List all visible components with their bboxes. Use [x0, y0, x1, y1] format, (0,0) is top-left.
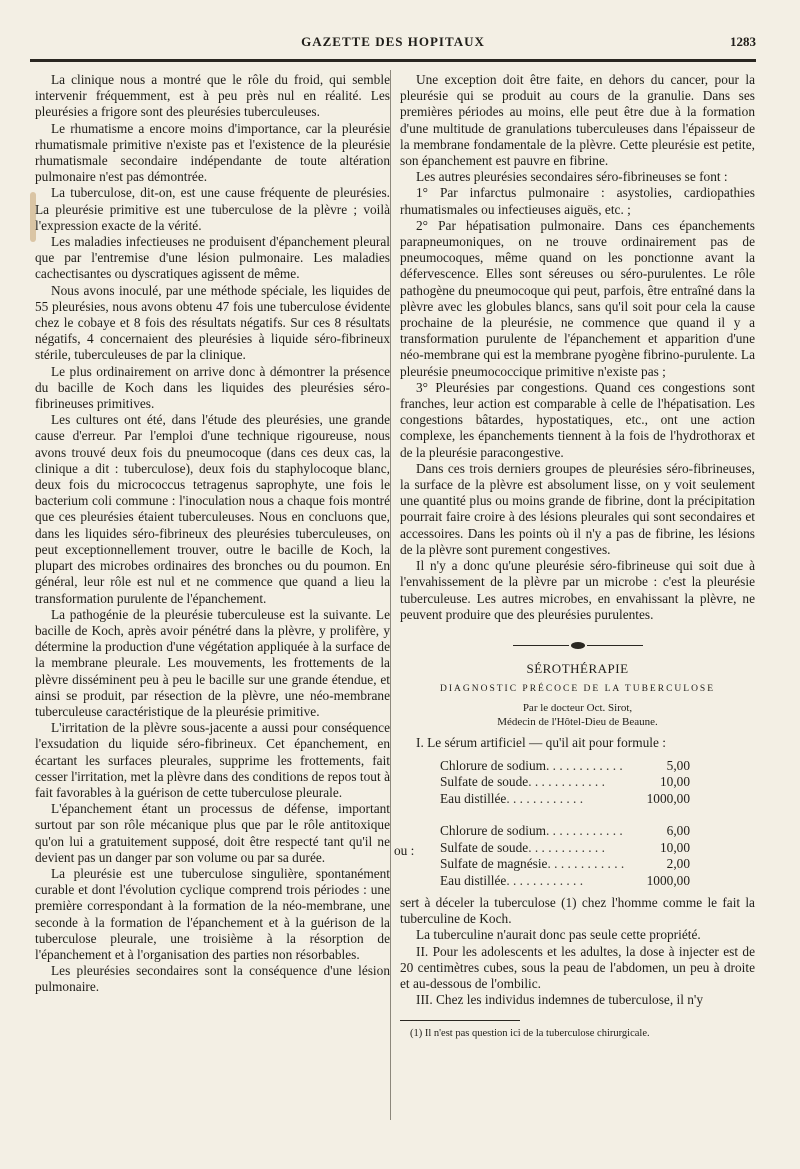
ingredient-name: Chlorure de sodium	[440, 757, 546, 773]
paragraph: Il n'y a donc qu'une pleurésie séro-fibrineuse qui soit due à l'envahissement de la plèvre par un microbe : c'est la pleurésie tuberculeuse. Les autres microbes, en envahissant la plèvre, ne peuvent produire que des pleurésies purulentes.	[400, 558, 755, 622]
paragraph: Dans ces trois derniers groupes de pleurésies séro-fibrineuses, la surface de la plèvre est absolument lisse, on y voit seulement une quantité plus ou moins grande de fibrine, dont la précipitation pourrait faire croire à des lésions pleurales qui sont secondaires et accessoires. Dans les points où il n'y a pas de fibrine, les lésions de la plèvre sont purement congestives.	[400, 460, 755, 557]
paragraph: sert à déceler la tuberculose (1) chez l'homme comme le fait la tuberculine de Koch.	[400, 895, 755, 927]
ingredient-name: Eau distillée	[440, 872, 507, 888]
ingredient-qty: 1000,00	[646, 872, 690, 888]
ingredient-name: Sulfate de soude	[440, 774, 529, 790]
paragraph: La clinique nous a montré que le rôle du froid, qui semble intervenir fréquemment, est à peu près nul en réalité. Les pleurésies a frigore sont des pleurésies tuberculeuses.	[35, 72, 390, 120]
paragraph: 1° Par infarctus pulmonaire : asystolies, cardiopathies rhumatismales ou infectieuses aiguës, etc. ;	[400, 185, 755, 217]
affiliation-line: Médecin de l'Hôtel-Dieu de Beaune.	[497, 716, 658, 729]
journal-title: GAZETTE DES HOPITAUX	[301, 34, 485, 49]
ingredient-name: Sulfate de magnésie	[440, 856, 548, 872]
section-ornament	[513, 641, 643, 651]
left-column	[35, 72, 390, 996]
paragraph: 3° Pleurésies par congestions. Quand ces congestions sont franches, leur action est comparable à celle de l'hépatisation. Les congestions bâtardes, hypostatiques, etc., ont une action complexe, les épanchements tiennent à la fois de l'hydrothorax et de la pleurésie paracongestive.	[400, 379, 755, 460]
ingredient-name: Eau distillée	[440, 790, 507, 806]
ingredient-qty: 6,00	[666, 823, 690, 839]
paragraph: Les autres pleurésies secondaires séro-fibrineuses se font :	[416, 169, 728, 185]
ingredient-qty: 10,00	[659, 774, 690, 790]
paragraph: Les cultures ont été, dans l'étude des pleurésies, une grande cause d'erreur. Par l'emploi d'une technique rigoureuse, nous avons trouvé deux fois du pneumocoque (dans ces deux cas, la clinique a dit : tuberculose), deux fois du staphylocoque blanc, deux fois du micrococcus tetragenus saprophyte, une fois le bacterium coli commune : l'inoculation nous a chaque fois montré que ces pleurésies étaient tuberculeuses. Nous en concluons que, dans les liquides séro-fibrineux des pleurésies tuberculeuses, on peut exceptionnellement trouver, outre le bacille de Koch, la plupart des microbes ordinaires des bronches ou du poumon. En général, leur rôle est nul et ne commence que quand a lieu la transformation purulente de l'épanchement.	[35, 412, 390, 606]
formula-row: Chlorure de sodium . . . . . . . . . . . . 5,00	[440, 757, 690, 773]
formula-b	[440, 823, 690, 889]
formula-block	[394, 757, 755, 890]
section-subtitle: DIAGNOSTIC PRÉCOCE DE LA TUBERCULOSE	[439, 684, 716, 695]
column-divider	[390, 70, 391, 1120]
paragraph: La pleurésie est une tuberculose singulière, spontanément curable et dont l'évolution cyclique comprend trois périodes : une première correspondant à la formation de la néo-membrane, une seconde à la formation de l'épanchement et à la guérison de la tuberculose pleurale, une troisième à la résorption de l'épanchement et à l'organisation des parties non résorbables.	[35, 865, 390, 962]
author-line: Par le docteur Oct. Sirot,	[522, 702, 633, 715]
or-label: ou :	[394, 842, 415, 858]
header-rule	[30, 59, 756, 62]
ingredient-qty: 5,00	[666, 757, 690, 773]
paragraph: Les pleurésies secondaires sont la conséquence d'une lésion pulmonaire.	[35, 963, 390, 995]
running-header	[30, 30, 756, 54]
paragraph: II. Pour les adolescents et les adultes, la dose à injecter est de 20 centimètres cubes, sous la peau de l'abdomen, un peu à droite et au-dessous de l'ombilic.	[400, 943, 755, 992]
paragraph: L'épanchement étant un processus de défense, important surtout par son rôle mécanique plus que par le rôle antitoxique qu'on lui a gratuitement supposé, doit être respecté tant qu'il ne devient pas un danger par son volume ou par sa durée.	[35, 801, 390, 865]
paragraph: Une exception doit être faite, en dehors du cancer, pour la pleurésie qui se produit au cours de la granulie. Dans ses premières périodes au moins, elle peut être due à la formation d'une multitude de granulations tuberculeuses dans l'épaisseur de la membrane fondamentale de la plèvre. Cette pleurésie est petite, son épanchement est pauvre en fibrine.	[400, 72, 755, 169]
formula-row: Sulfate de magnésie . . . . . . . . . . . . 2,00	[440, 856, 690, 872]
footnote: (1) Il n'est pas question ici de la tuberculose chirurgicale.	[410, 1028, 650, 1040]
formula-row: Sulfate de soude . . . . . . . . . . . . 10,00	[440, 839, 690, 855]
formula-row: Eau distillée . . . . . . . . . . . . 1000,00	[440, 790, 690, 806]
page-number: 1283	[730, 34, 756, 49]
paragraph: Le plus ordinairement on arrive donc à démontrer la présence du bacille de Koch dans les liquides des pleurésies séro-fibrineuses primitives.	[35, 363, 390, 412]
paragraph: III. Chez les individus indemnes de tuberculose, il n'y	[416, 992, 704, 1008]
section-title: SÉROTHÉRAPIE	[526, 660, 629, 676]
serum-intro: I. Le sérum artificiel — qu'il ait pour formule :	[416, 735, 666, 751]
formula-row: Eau distillée . . . . . . . . . . . . 1000,00	[440, 872, 690, 888]
ingredient-name: Chlorure de sodium	[440, 823, 546, 839]
formula-row: Sulfate de soude . . . . . . . . . . . . 10,00	[440, 774, 690, 790]
footnote-rule	[400, 1020, 520, 1021]
paragraph: L'irritation de la plèvre sous-jacente a aussi pour conséquence l'exsudation du liquide séro-fibrineux. Cet épanchement, en écartant les surfaces pleurales, supprime les frottements, fait cesser l'irritation, met la plèvre dans des conditions de repos tout à fait favorables à la guérison de cette tuberculose pleurale.	[35, 720, 390, 800]
ingredient-name: Sulfate de soude	[440, 839, 529, 855]
paragraph: Le rhumatisme a encore moins d'importance, car la pleurésie rhumatismale primitive n'existe pas et l'existence de la pleurésie rhumatismale secondaire indépendante de toute altération pulmonaire n'est pas démontrée.	[35, 120, 390, 185]
paragraph: Nous avons inoculé, par une méthode spéciale, les liquides de 55 pleurésies, nous avons obtenu 47 fois une tuberculose évidente chez le cobaye et 8 fois des résultats négatifs. Sur ces 8 résultats négatifs, 4 concernaient des pleurésies à liquide séro-fibrineux stérile, tuberculeuses de par la clinique.	[35, 282, 390, 363]
paragraph: 2° Par hépatisation pulmonaire. Dans ces épanchements parapneumoniques, on ne trouve ordinairement pas de pneumocoques, même quand on les ponctionne avant la défervescence. Elles sont séreuses ou séro-purulentes. Le rôle pathogène du pneumocoque qui peut, parfois, être entraîné dans la plèvre avec les globules blancs, sans qu'il soit pour cela la cause prochaine de la pleurésie, ne commence que quand il y a transformation purulente de l'épanchement et apparition d'une néo-membrane qui est la membrane pyogène fibrino-purulente. La pleurésie pneumococcique primitive n'existe pas ;	[400, 217, 755, 379]
paragraph: La pathogénie de la pleurésie tuberculeuse est la suivante. Le bacille de Koch, après avoir pénétré dans la plèvre, y prolifère, y détermine la production d'une végétation appliquée à la surface de la membrane pleurale. Les mouvements, les frottements de la plèvre disséminent peu à peu le bacille sur une grande étendue, et ainsi se produit, par résection de la plèvre, une néo-membrane tuberculeuse caractéristique de la pleurésie primitive.	[35, 606, 390, 719]
ingredient-qty: 10,00	[659, 839, 690, 855]
paragraph: La tuberculose, dit-on, est une cause fréquente de pleurésies. La pleurésie primitive est une tuberculose de la plèvre ; voilà l'expression exacte de la vérité.	[35, 185, 390, 233]
ingredient-qty: 2,00	[666, 856, 690, 872]
paragraph: La tuberculine n'aurait donc pas seule cette propriété.	[416, 927, 701, 943]
formula-a	[440, 758, 690, 808]
ingredient-qty: 1000,00	[646, 790, 690, 806]
formula-row: Chlorure de sodium . . . . . . . . . . . . 6,00	[440, 823, 690, 839]
right-column	[394, 72, 755, 1040]
paragraph: Les maladies infectieuses ne produisent d'épanchement pleural que par l'entremise d'une lésion pulmonaire. Les maladies cachectisantes ou dyscratiques agissent de même.	[35, 234, 390, 282]
